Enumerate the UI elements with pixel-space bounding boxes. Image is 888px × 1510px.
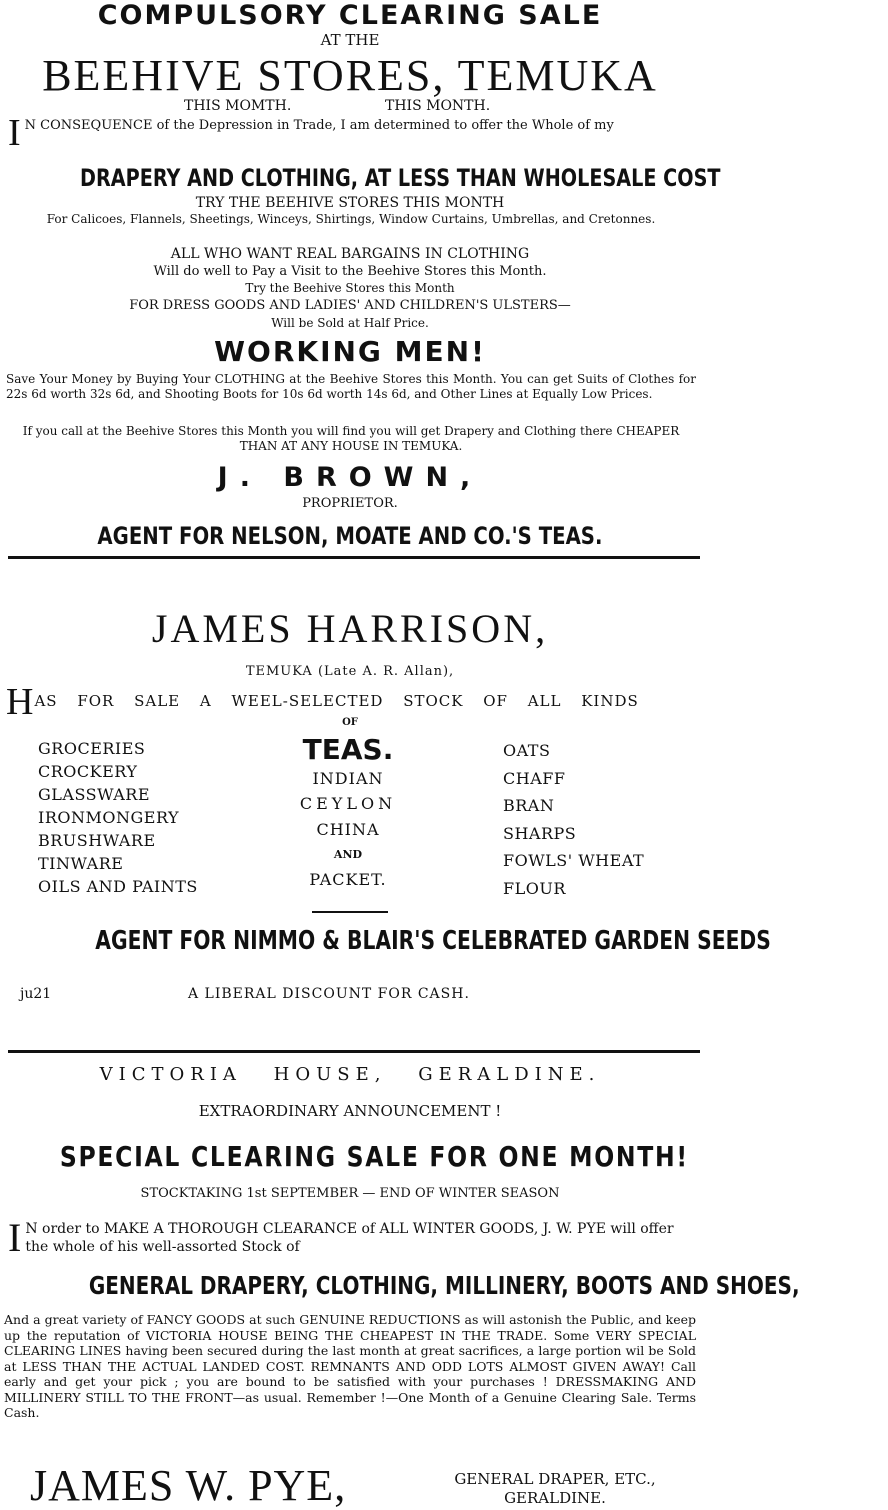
drop-cap: H	[6, 681, 35, 723]
list-item: GLASSWARE	[38, 785, 151, 804]
ad3-title1: GENERAL DRAPER, ETC.,	[454, 1470, 656, 1488]
drop-cap: I	[8, 1215, 22, 1260]
ad1-if-you: If you call at the Beehive Stores this Month you will find you will get Drapery and Clothing there CHEAPER THAN AT ANY HOUSE IN TEMUKA.	[22, 424, 680, 453]
short-rule	[312, 911, 388, 913]
ad1-working-men: WORKING MEN!	[214, 335, 486, 368]
list-item: BRUSHWARE	[38, 831, 156, 850]
list-item: CEYLON	[299, 794, 397, 813]
list-item: CHAFF	[503, 768, 566, 788]
drop-cap: I	[8, 112, 21, 154]
ad2-sub: TEMUKA (Late A. R. Allan),	[245, 664, 455, 679]
list-item: OATS	[503, 741, 551, 760]
ad1-proprietor: PROPRIETOR.	[302, 496, 398, 511]
ad2-has	[6, 681, 700, 723]
ad1-headline: COMPULSORY CLEARING SALE	[97, 0, 603, 31]
ad2-code: ju21	[20, 986, 52, 1002]
ad3-house: VICTORIA HOUSE, GERALDINE.	[99, 1064, 601, 1085]
ad3-extra: EXTRAORDINARY ANNOUNCEMENT !	[198, 1102, 502, 1120]
ad3-name: JAMES W. PYE,	[30, 1461, 347, 1510]
ad1-intro	[8, 112, 698, 154]
ad2-teas: TEAS.	[302, 733, 394, 766]
ad1-this-month-b: THIS MONTH.	[385, 98, 491, 114]
list-item: FLOUR	[503, 878, 566, 898]
ad1-agent: AGENT FOR NELSON, MOATE AND CO.'S TEAS.	[97, 522, 603, 550]
list-item: CHINA	[316, 820, 380, 839]
list-item: GROCERIES	[38, 739, 146, 758]
ad2-right-list	[503, 737, 644, 902]
list-item: INDIAN	[312, 769, 384, 788]
ad1-will-do: Will do well to Pay a Visit to the Beehive Stores this Month.	[153, 264, 547, 279]
ad1-try: TRY THE BEEHIVE STORES THIS MONTH	[195, 195, 505, 211]
ad3-special: SPECIAL CLEARING SALE FOR ONE MONTH!	[59, 1140, 689, 1173]
divider-2	[8, 1050, 700, 1053]
ad1-this-month-a: THIS MOMTH.	[184, 98, 292, 114]
ad2-has-text: AS FOR SALE A WEEL-SELECTED STOCK OF ALL KINDS	[34, 692, 639, 710]
ad3-general: GENERAL DRAPERY, CLOTHING, MILLINERY, BOOTS AND SHOES,	[88, 1271, 800, 1300]
ad1-try2: Try the Beehive Stores this Month	[245, 281, 455, 295]
ad1-all-who: ALL WHO WANT REAL BARGAINS IN CLOTHING	[170, 246, 530, 262]
ad1-intro-text: N CONSEQUENCE of the Depression in Trade, I am determined to offer the Whole of my	[24, 118, 614, 133]
ad2-mid-list	[268, 733, 428, 893]
list-item: FOWLS' WHEAT	[503, 851, 645, 870]
ad1-dress: FOR DRESS GOODS AND LADIES' AND CHILDREN'S ULSTERS—	[129, 298, 571, 313]
list-item: IRONMONGERY	[38, 808, 180, 827]
ad1-proprietor-name: J. BROWN,	[217, 462, 483, 493]
list-item: SHARPS	[503, 823, 577, 843]
ad3-stock: STOCKTAKING 1st SEPTEMBER — END OF WINTER SEASON	[140, 1186, 560, 1201]
ad3-title2: GERALDINE.	[504, 1489, 606, 1507]
list-item: TINWARE	[38, 854, 124, 873]
ad1-save: Save Your Money by Buying Your CLOTHING at the Beehive Stores this Month. You can get Suits of Clothes for 22s 6d worth 32s 6d, and Shooting Boots for 10s 6d worth 14s 6d, and Other Lines at Equally Low Prices.	[6, 372, 696, 401]
divider-1	[8, 556, 700, 559]
ad1-calicoes: For Calicoes, Flannels, Sheetings, Winceys, Shirtings, Window Curtains, Umbrellas, and Cretonnes.	[46, 212, 656, 226]
ad3-body: And a great variety of FANCY GOODS at such GENUINE REDUCTIONS as will astonish the Public, and keep up the reputation of VICTORIA HOUSE BEING THE CHEAPEST IN THE TRADE. Some VERY SPECIAL CLEARING LINES having been secured during the last month at great sacrifices, a large portion wil be Sold at LESS THAN THE ACTUAL LANDED COST. REMNANTS AND ODD LOTS ALMOST GIVEN AWAY! Call early and get your pick ; you are bound to be satisfied with your purchases ! DRESSMAKING AND MILLINERY STILL TO THE FRONT—as usual. Remember !—One Month of a Genuine Clearing Sale. Terms Cash.	[4, 1312, 696, 1420]
ad2-left-list	[38, 737, 198, 898]
ad2-discount: A LIBERAL DISCOUNT FOR CASH.	[188, 986, 470, 1002]
ad2-agent: AGENT FOR NIMMO & BLAIR'S CELEBRATED GARDEN SEEDS	[95, 926, 771, 956]
ad1-store-name: BEEHIVE STORES, TEMUKA	[42, 51, 658, 100]
ad3-order	[8, 1215, 698, 1260]
list-item: PACKET.	[309, 870, 387, 889]
ad1-half-price: Will be Sold at Half Price.	[271, 316, 429, 330]
ad3-order-text: N order to MAKE A THOROUGH CLEARANCE of ALL WINTER GOODS, J. W. PYE will offer the whole of his well-assorted Stock of	[25, 1221, 674, 1255]
list-item: OILS AND PAINTS	[38, 877, 198, 896]
list-item: CROCKERY	[38, 762, 138, 781]
ad1-drapery: DRAPERY AND CLOTHING, AT LESS THAN WHOLESALE COST	[80, 164, 721, 192]
ad1-at-the: AT THE	[320, 31, 380, 49]
ad2-name: JAMES HARRISON,	[151, 606, 549, 651]
ad2-of: OF	[342, 717, 358, 728]
list-item: AND	[333, 848, 363, 861]
list-item: BRAN	[503, 796, 555, 815]
